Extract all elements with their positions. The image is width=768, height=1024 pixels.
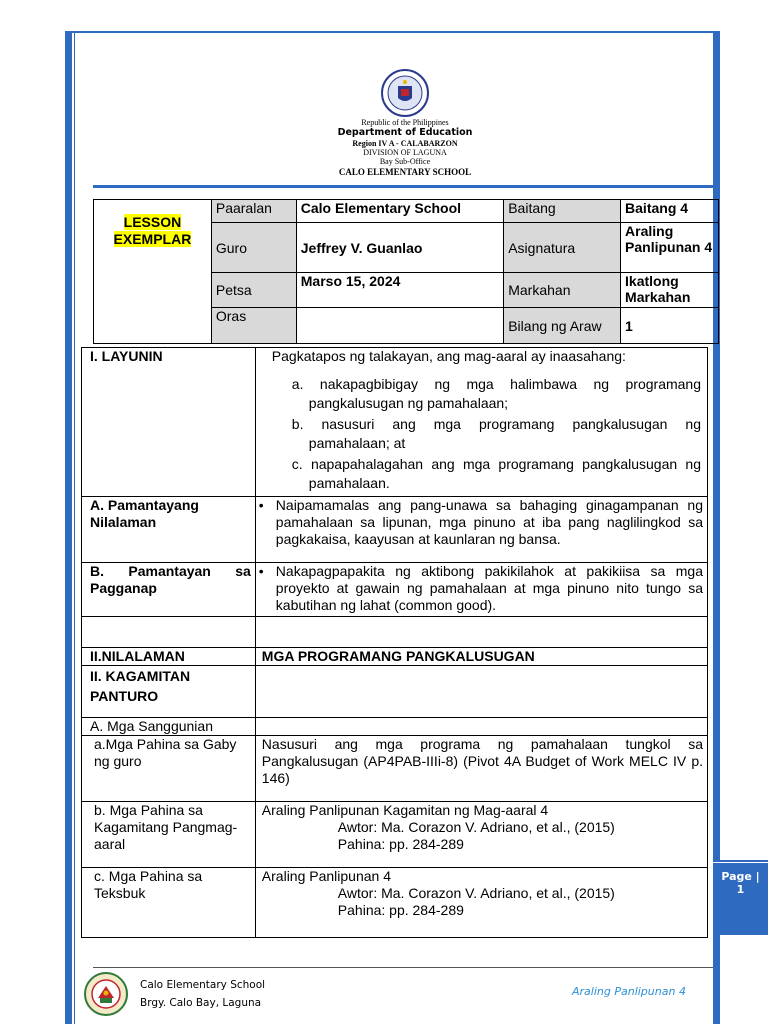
page-tab-divider (713, 862, 768, 863)
asignatura-label: Asignatura (504, 223, 621, 273)
pagganap-text: • Nakapagpapakita ng aktibong pakikilahok at pakikiisa sa mga proyekto at gawain ng pamahalaan at mga pinuno nito tungo sa kabutihan ng lahat (common good). (255, 563, 707, 617)
guro-label: Guro (211, 223, 296, 273)
page-number: 1 (736, 883, 745, 896)
kagamitan-label: II. KAGAMITAN PANTURO (82, 666, 256, 718)
bilang-value: 1 (621, 308, 719, 344)
page-border-top (70, 31, 720, 33)
sanggunian-label: A. Mga Sanggunian (82, 718, 256, 736)
petsa-value: Marso 15, 2024 (296, 273, 503, 308)
nilalaman-value: MGA PROGRAMANG PANGKALUSUGAN (255, 648, 707, 666)
pagganap-label: B. Pamantayan sa Pagganap (82, 563, 256, 617)
department-text: Department of Education (337, 127, 473, 138)
empty-cell (82, 617, 256, 648)
division-text: DIVISION OF LAGUNA (363, 148, 447, 157)
header-divider (93, 185, 713, 188)
pamantayang-label: A. Pamantayang Nilalaman (82, 497, 256, 563)
asignatura-value: Araling Panlipunan 4 (621, 223, 719, 273)
kagamitang-title: Araling Panlipunan Kagamitan ng Mag-aaral 4 (261, 802, 549, 818)
page-border-left-inner (74, 31, 75, 1024)
teksbuk-text (255, 868, 707, 938)
republic-text: Republic of the Philippines (361, 118, 449, 127)
teksbuk-title: Araling Panlipunan 4 (261, 868, 392, 884)
markahan-value: Ikatlong Markahan (621, 273, 719, 308)
kagamitang-author: Awtor: Ma. Corazon V. Adriano, et al., (2015) (337, 819, 615, 835)
footer-school-name: Calo Elementary School (140, 979, 266, 991)
petsa-label: Petsa (211, 273, 296, 308)
page-number-tab (713, 860, 768, 935)
empty-cell (255, 617, 707, 648)
page-border-left (65, 31, 72, 1024)
sub-office-text: Bay Sub-Office (379, 157, 431, 166)
layunin-label: I. LAYUNIN (82, 348, 256, 497)
bilang-label: Bilang ng Araw (504, 308, 621, 344)
gabay-text: Nasusuri ang mga programa ng pamahalaan tungkol sa Pangkalusugan (AP4PAB-IIIi-8) (Pivot 4A Budget of Work MELC IV p. 146) (255, 736, 707, 802)
baitang-label: Baitang (504, 200, 621, 223)
school-logo-icon (84, 972, 128, 1016)
layunin-item: c. napapahalagahan ang mga programang pangkalusugan ng pamahalaan. (291, 456, 701, 491)
footer-address: Brgy. Calo Bay, Laguna (140, 997, 262, 1009)
nilalaman-label: II.NILALAMAN (82, 648, 256, 666)
markahan-label: Markahan (504, 273, 621, 308)
paaralan-value: Calo Elementary School (296, 200, 503, 223)
footer-divider (93, 967, 713, 968)
pamantayang-text: • Naipamamalas ang pang-unawa sa bahaging ginagampanan ng pamahalaan sa lipunan, mga pinuno at iba pang naglilingkod sa pagkakaisa, kaayusan at kaunlaran ng bansa. (255, 497, 707, 563)
layunin-item: a. nakapagbibigay ng mga halimbawa ng programang pangkalusugan ng pamahalaan; (291, 376, 701, 411)
lesson-exemplar-title: LESSON EXEMPLAR (94, 200, 212, 344)
lesson-table (81, 347, 708, 938)
info-table (93, 199, 719, 344)
baitang-value: Baitang 4 (621, 200, 719, 223)
layunin-list (272, 375, 701, 493)
teksbuk-label: c. Mga Pahina sa Teksbuk (82, 868, 256, 938)
kagamitang-pages: Pahina: pp. 284-289 (337, 836, 464, 852)
teksbuk-pages: Pahina: pp. 284-289 (337, 902, 464, 918)
footer-subject: Araling Panlipunan 4 (572, 985, 686, 998)
oras-label: Oras (211, 308, 296, 344)
page-label: Page | (721, 870, 760, 883)
guro-value: Jeffrey V. Guanlao (296, 223, 503, 273)
letterhead (280, 68, 530, 178)
footer-school-info (140, 976, 265, 1012)
layunin-intro: Pagkatapos ng talakayan, ang mag-aaral ay inaasahang: (271, 348, 626, 364)
school-name: CALO ELEMENTARY SCHOOL (338, 167, 472, 177)
region-text: Region IV A - CALABARZON (352, 139, 458, 148)
paaralan-label: Paaralan (211, 200, 296, 223)
kagamitang-text (255, 802, 707, 868)
layunin-item: b. nasusuri ang mga programang pangkalusugan ng pamahalaan; at (291, 416, 701, 451)
kagamitan-value (255, 666, 707, 718)
deped-seal-icon (379, 68, 431, 118)
kagamitang-label: b. Mga Pahina sa Kagamitang Pangmag-aaral (82, 802, 256, 868)
oras-value (296, 308, 503, 344)
teksbuk-author: Awtor: Ma. Corazon V. Adriano, et al., (2015) (337, 885, 615, 901)
gabay-label: a.Mga Pahina sa Gaby ng guro (82, 736, 256, 802)
sanggunian-value (255, 718, 707, 736)
